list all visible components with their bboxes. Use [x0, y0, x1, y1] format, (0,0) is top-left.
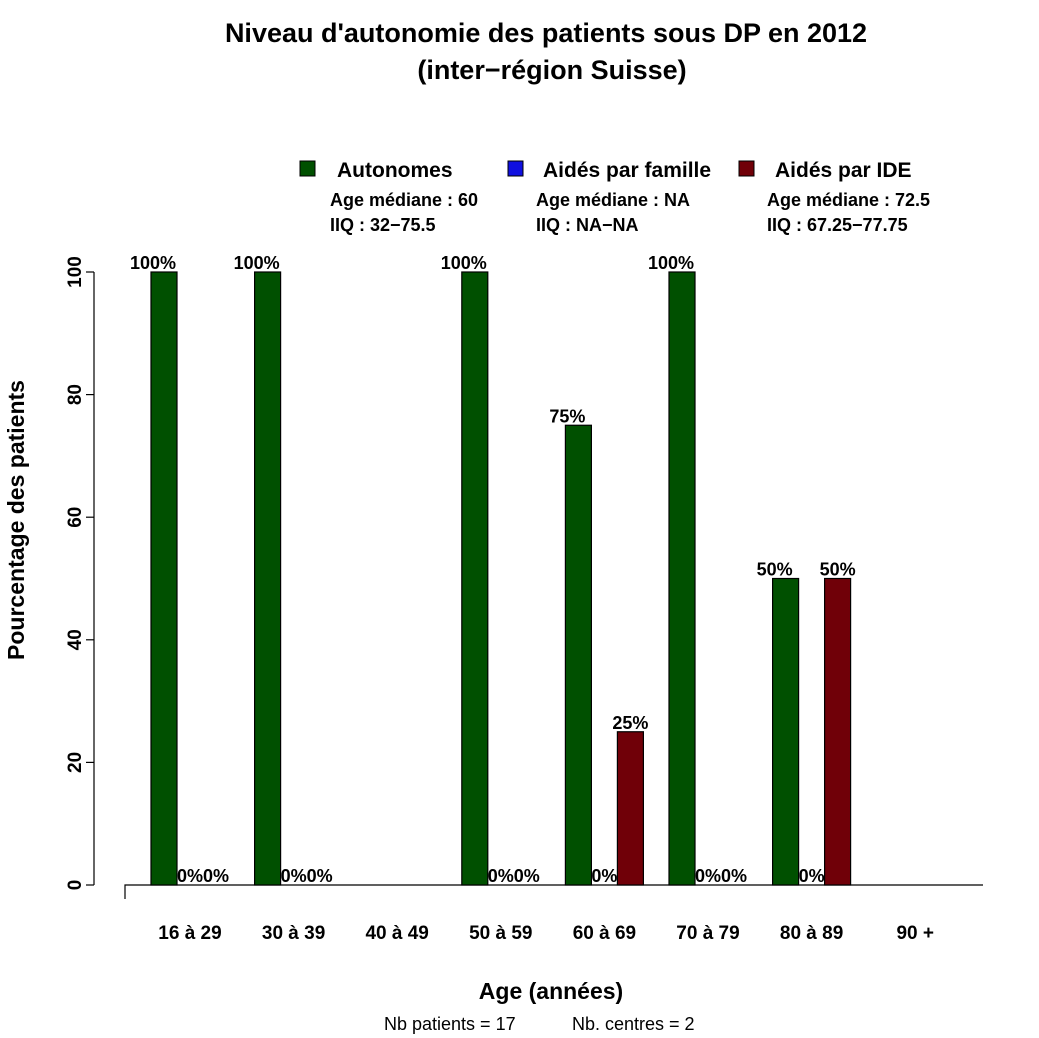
footer-centres: Nb. centres = 2 — [572, 1014, 695, 1034]
legend-swatch-autonomes — [300, 161, 315, 176]
bar-label: 0% — [306, 866, 333, 886]
legend-stats-autonomes-median: Age médiane : 60 — [330, 190, 479, 210]
bar-label: 0% — [798, 866, 825, 886]
bar-label: 100% — [129, 253, 177, 273]
y-tick-label: 40 — [65, 629, 86, 651]
x-tick-label: 80 à 89 — [779, 923, 844, 944]
y-tick-label: 60 — [65, 506, 86, 528]
bar-labels — [130, 253, 856, 886]
x-axis-title: Age (années) — [478, 978, 624, 1004]
bar — [825, 579, 851, 886]
bar — [617, 732, 643, 885]
legend-label-famille: Aidés par famille — [543, 159, 712, 182]
bar-label: 100% — [647, 253, 695, 273]
legend-label-ide: Aidés par IDE — [775, 159, 912, 182]
footer-patients: Nb patients = 17 — [384, 1014, 516, 1034]
bar-label: 0% — [280, 866, 307, 886]
legend-swatch-famille — [508, 161, 523, 176]
chart-subtitle: (inter−région Suisse) — [417, 55, 687, 85]
x-axis — [125, 885, 983, 944]
bar — [151, 272, 177, 885]
y-tick-label: 20 — [65, 751, 86, 773]
legend-stats-autonomes-iiq: IIQ : 32−75.5 — [330, 215, 436, 235]
y-tick-label: 0 — [65, 879, 86, 891]
bars — [151, 272, 851, 885]
x-tick-label: 40 à 49 — [365, 923, 429, 944]
bar-label: 0% — [513, 866, 540, 886]
legend-stats-ide-median: Age médiane : 72.5 — [767, 190, 931, 210]
bar-label: 0% — [591, 866, 618, 886]
x-tick-label: 16 à 29 — [158, 923, 222, 944]
bar-label: 75% — [549, 406, 586, 427]
bar — [462, 272, 488, 885]
x-axis-line — [125, 885, 983, 899]
bar-label: 50% — [819, 559, 856, 580]
y-axis — [65, 256, 94, 890]
bar — [773, 579, 799, 886]
y-tick-label: 100 — [65, 256, 86, 288]
bar-label: 0% — [487, 866, 514, 886]
legend-swatch-ide — [739, 161, 754, 176]
bar-label: 100% — [440, 253, 487, 273]
bar — [565, 425, 591, 885]
legend — [300, 159, 930, 235]
bar-label: 100% — [233, 253, 280, 273]
bar-label: 0% — [694, 866, 722, 886]
legend-stats-ide-iiq: IIQ : 67.25−77.75 — [767, 215, 908, 235]
legend-label-autonomes: Autonomes — [337, 159, 453, 182]
bar — [669, 272, 695, 885]
bar-label: 25% — [612, 712, 649, 733]
x-tick-label: 90 + — [896, 923, 934, 944]
bar-label: 0% — [176, 866, 204, 886]
x-tick-label: 50 à 59 — [469, 923, 533, 944]
bar — [255, 272, 281, 885]
chart-title: Niveau d'autonomie des patients sous DP en 2012 — [224, 18, 868, 48]
legend-stats-famille-median: Age médiane : NA — [536, 190, 691, 210]
x-tick-label: 70 à 79 — [676, 923, 740, 944]
bar-label: 0% — [202, 866, 230, 886]
bar-label: 50% — [756, 559, 793, 580]
x-tick-label: 30 à 39 — [261, 923, 326, 944]
bar-label: 0% — [720, 866, 748, 886]
y-tick-label: 80 — [65, 384, 86, 406]
legend-stats-famille-iiq: IIQ : NA−NA — [536, 215, 639, 235]
y-axis-title: Pourcentage des patients — [3, 380, 29, 660]
x-tick-label: 60 à 69 — [572, 923, 637, 944]
